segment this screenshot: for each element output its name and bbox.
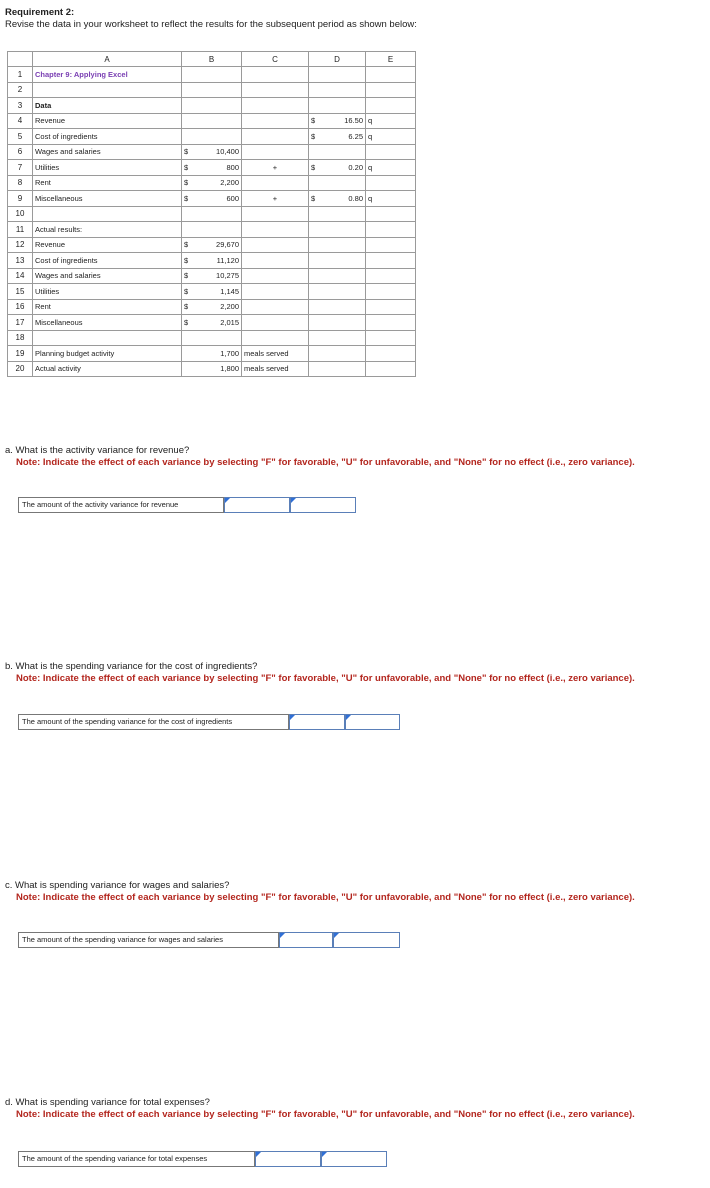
answer-row-c <box>18 932 400 948</box>
cell-a[interactable]: Actual results: <box>33 222 182 238</box>
row-number: 19 <box>8 346 33 362</box>
cell-b[interactable] <box>182 144 242 160</box>
sheet-row <box>8 330 416 346</box>
column-header-b: B <box>182 52 242 67</box>
cell-value: 2,200 <box>220 302 239 312</box>
effect-select[interactable] <box>333 932 400 948</box>
cell-value: 29,670 <box>216 240 239 250</box>
cell-e[interactable]: q <box>366 191 416 207</box>
cell-d[interactable] <box>309 82 366 98</box>
cell-c[interactable] <box>242 253 309 269</box>
cell-c[interactable] <box>242 284 309 300</box>
cell-b[interactable] <box>182 237 242 253</box>
cell-a[interactable]: Cost of ingredients <box>33 253 182 269</box>
cell-c[interactable] <box>242 67 309 83</box>
cell-b[interactable] <box>182 253 242 269</box>
currency-sign: $ <box>184 302 189 312</box>
cell-e[interactable]: q <box>366 160 416 176</box>
cell-c[interactable] <box>242 222 309 238</box>
cell-a[interactable]: Cost of ingredients <box>33 129 182 145</box>
currency-sign: $ <box>311 193 316 203</box>
column-header-c: C <box>242 52 309 67</box>
cell-e[interactable] <box>366 175 416 191</box>
cell-d[interactable] <box>309 222 366 238</box>
sheet-row <box>8 206 416 222</box>
cell-value: 600 <box>226 193 239 203</box>
cell-b[interactable] <box>182 129 242 145</box>
cell-d[interactable] <box>309 113 366 129</box>
cell-d[interactable] <box>309 361 366 377</box>
question-text: c. What is spending variance for wages and salaries? <box>5 880 230 891</box>
sheet-row <box>8 98 416 114</box>
cell-e[interactable] <box>366 222 416 238</box>
cell-a[interactable] <box>33 206 182 222</box>
row-number: 20 <box>8 361 33 377</box>
cell-e[interactable] <box>366 284 416 300</box>
sheet-row <box>8 268 416 284</box>
cell-b[interactable] <box>182 330 242 346</box>
cell-value: 10,400 <box>216 147 239 157</box>
cell-a[interactable] <box>33 330 182 346</box>
currency-sign: $ <box>184 193 189 203</box>
row-number: 8 <box>8 175 33 191</box>
answer-label: The amount of the spending variance for the cost of ingredients <box>18 714 289 730</box>
question-a <box>5 445 645 468</box>
cell-e[interactable] <box>366 361 416 377</box>
cell-d[interactable] <box>309 98 366 114</box>
currency-sign: $ <box>184 147 189 157</box>
cell-d[interactable] <box>309 299 366 315</box>
cell-e[interactable]: q <box>366 113 416 129</box>
currency-sign: $ <box>184 317 189 327</box>
cell-e[interactable] <box>366 253 416 269</box>
cell-e[interactable] <box>366 330 416 346</box>
row-number: 16 <box>8 299 33 315</box>
cell-e[interactable] <box>366 98 416 114</box>
cell-e[interactable] <box>366 315 416 331</box>
row-number: 13 <box>8 253 33 269</box>
row-number: 3 <box>8 98 33 114</box>
row-number: 11 <box>8 222 33 238</box>
cell-value: 16.50 <box>344 116 363 126</box>
question-text: b. What is the spending variance for the cost of ingredients? <box>5 661 258 672</box>
cell-d[interactable] <box>309 346 366 362</box>
cell-value: 11,120 <box>216 255 239 265</box>
cell-e[interactable]: q <box>366 129 416 145</box>
sheet-row <box>8 237 416 253</box>
cell-b[interactable] <box>182 113 242 129</box>
question-d <box>5 1097 645 1120</box>
cell-d[interactable] <box>309 330 366 346</box>
cell-e[interactable] <box>366 144 416 160</box>
cell-a[interactable]: Revenue <box>33 237 182 253</box>
cell-value: 10,275 <box>216 271 239 281</box>
cell-b[interactable] <box>182 315 242 331</box>
cell-value: 1,145 <box>220 286 239 296</box>
cell-c[interactable]: + <box>242 160 309 176</box>
currency-sign: $ <box>184 178 189 188</box>
amount-input[interactable] <box>279 932 333 948</box>
column-header-d: D <box>309 52 366 67</box>
answer-label: The amount of the spending variance for wages and salaries <box>18 932 279 948</box>
answer-row-a <box>18 497 356 513</box>
cell-c[interactable] <box>242 113 309 129</box>
cell-a[interactable]: Revenue <box>33 113 182 129</box>
question-note: Note: Indicate the effect of each variance by selecting "F" for favorable, "U" for unfavorable, and "None" for no effect (i.e., zero variance). <box>16 891 635 903</box>
currency-sign: $ <box>311 131 316 141</box>
cell-c[interactable] <box>242 144 309 160</box>
row-number: 14 <box>8 268 33 284</box>
sheet-row <box>8 361 416 377</box>
currency-sign: $ <box>184 271 189 281</box>
cell-b[interactable] <box>182 299 242 315</box>
cell-d[interactable] <box>309 253 366 269</box>
cell-b[interactable] <box>182 67 242 83</box>
cell-a[interactable]: Wages and salaries <box>33 268 182 284</box>
worksheet-table <box>7 51 416 377</box>
currency-sign: $ <box>184 162 189 172</box>
cell-e[interactable] <box>366 268 416 284</box>
column-header-e: E <box>366 52 416 67</box>
cell-value: 2,015 <box>220 317 239 327</box>
cell-d[interactable] <box>309 237 366 253</box>
cell-c[interactable] <box>242 299 309 315</box>
sheet-row <box>8 253 416 269</box>
cell-e[interactable] <box>366 237 416 253</box>
effect-select[interactable] <box>321 1151 387 1167</box>
question-note: Note: Indicate the effect of each variance by selecting "F" for favorable, "U" for unfavorable, and "None" for no effect (i.e., zero variance). <box>16 1108 635 1120</box>
cell-a[interactable]: Wages and salaries <box>33 144 182 160</box>
cell-a[interactable]: Planning budget activity <box>33 346 182 362</box>
cell-value: 800 <box>226 162 239 172</box>
question-b <box>5 661 645 684</box>
answer-row-d <box>18 1151 387 1167</box>
row-number: 17 <box>8 315 33 331</box>
currency-sign: $ <box>311 162 316 172</box>
sheet-row <box>8 129 416 145</box>
amount-input[interactable] <box>255 1151 321 1167</box>
cell-c[interactable] <box>242 268 309 284</box>
cell-b[interactable] <box>182 82 242 98</box>
cell-a[interactable] <box>33 82 182 98</box>
corner-cell <box>8 52 33 67</box>
sheet-row <box>8 284 416 300</box>
answer-label: The amount of the spending variance for total expenses <box>18 1151 255 1167</box>
cell-a[interactable]: Rent <box>33 175 182 191</box>
question-text: a. What is the activity variance for revenue? <box>5 445 190 456</box>
column-header-row <box>8 52 416 67</box>
cell-d[interactable] <box>309 144 366 160</box>
cell-e[interactable] <box>366 82 416 98</box>
sheet-row <box>8 315 416 331</box>
cell-e[interactable] <box>366 346 416 362</box>
cell-e[interactable] <box>366 67 416 83</box>
cell-b[interactable] <box>182 98 242 114</box>
cell-e[interactable] <box>366 299 416 315</box>
cell-c[interactable] <box>242 175 309 191</box>
cell-a[interactable]: Utilities <box>33 160 182 176</box>
cell-d[interactable] <box>309 206 366 222</box>
row-number: 6 <box>8 144 33 160</box>
requirement-text: Revise the data in your worksheet to reflect the results for the subsequent period as shown below: <box>5 19 417 30</box>
answer-row-b <box>18 714 400 730</box>
cell-d[interactable] <box>309 315 366 331</box>
currency-sign: $ <box>184 286 189 296</box>
cell-c[interactable]: meals served <box>242 361 309 377</box>
cell-e[interactable] <box>366 206 416 222</box>
cell-b[interactable] <box>182 160 242 176</box>
cell-d[interactable] <box>309 284 366 300</box>
row-number: 5 <box>8 129 33 145</box>
cell-d[interactable] <box>309 175 366 191</box>
cell-value: 0.80 <box>348 193 363 203</box>
row-number: 4 <box>8 113 33 129</box>
cell-c[interactable] <box>242 129 309 145</box>
sheet-row <box>8 82 416 98</box>
cell-d[interactable] <box>309 191 366 207</box>
row-number: 9 <box>8 191 33 207</box>
cell-d[interactable] <box>309 160 366 176</box>
cell-b[interactable] <box>182 191 242 207</box>
cell-b[interactable] <box>182 361 242 377</box>
cell-value: 1,800 <box>220 364 239 374</box>
currency-sign: $ <box>184 255 189 265</box>
cell-a[interactable]: Chapter 9: Applying Excel <box>33 67 182 83</box>
question-text: d. What is spending variance for total expenses? <box>5 1097 210 1108</box>
effect-select[interactable] <box>290 497 356 513</box>
cell-b[interactable] <box>182 268 242 284</box>
cell-d[interactable] <box>309 129 366 145</box>
sheet-row <box>8 175 416 191</box>
sheet-row <box>8 67 416 83</box>
cell-value: 0.20 <box>348 162 363 172</box>
cell-c[interactable] <box>242 206 309 222</box>
currency-sign: $ <box>184 240 189 250</box>
answer-label: The amount of the activity variance for revenue <box>18 497 224 513</box>
cell-value: 6.25 <box>348 131 363 141</box>
requirement-title: Requirement 2: <box>5 7 75 18</box>
cell-c[interactable] <box>242 237 309 253</box>
sheet-row <box>8 113 416 129</box>
question-note: Note: Indicate the effect of each variance by selecting "F" for favorable, "U" for unfavorable, and "None" for no effect (i.e., zero variance). <box>16 672 635 684</box>
requirement-header <box>5 7 417 31</box>
column-header-a: A <box>33 52 182 67</box>
sheet-row <box>8 160 416 176</box>
row-number: 2 <box>8 82 33 98</box>
cell-value: 2,200 <box>220 178 239 188</box>
row-number: 1 <box>8 67 33 83</box>
cell-d[interactable] <box>309 67 366 83</box>
sheet-row <box>8 299 416 315</box>
effect-select[interactable] <box>345 714 400 730</box>
sheet-row <box>8 222 416 238</box>
question-c <box>5 880 645 903</box>
row-number: 15 <box>8 284 33 300</box>
cell-c[interactable] <box>242 98 309 114</box>
cell-b[interactable] <box>182 346 242 362</box>
row-number: 7 <box>8 160 33 176</box>
cell-b[interactable] <box>182 222 242 238</box>
row-number: 10 <box>8 206 33 222</box>
amount-input[interactable] <box>224 497 290 513</box>
cell-b[interactable] <box>182 284 242 300</box>
cell-c[interactable] <box>242 82 309 98</box>
cell-c[interactable]: meals served <box>242 346 309 362</box>
cell-d[interactable] <box>309 268 366 284</box>
cell-a[interactable]: Miscellaneous <box>33 315 182 331</box>
currency-sign: $ <box>311 116 316 126</box>
cell-a[interactable]: Miscellaneous <box>33 191 182 207</box>
amount-input[interactable] <box>289 714 345 730</box>
sheet-row <box>8 346 416 362</box>
cell-value: 1,700 <box>220 348 239 358</box>
cell-a[interactable]: Actual activity <box>33 361 182 377</box>
sheet-row <box>8 144 416 160</box>
cell-b[interactable] <box>182 206 242 222</box>
cell-a[interactable]: Rent <box>33 299 182 315</box>
cell-a[interactable]: Data <box>33 98 182 114</box>
row-number: 18 <box>8 330 33 346</box>
row-number: 12 <box>8 237 33 253</box>
cell-a[interactable]: Utilities <box>33 284 182 300</box>
cell-c[interactable] <box>242 315 309 331</box>
cell-c[interactable]: + <box>242 191 309 207</box>
cell-b[interactable] <box>182 175 242 191</box>
question-note: Note: Indicate the effect of each variance by selecting "F" for favorable, "U" for unfavorable, and "None" for no effect (i.e., zero variance). <box>16 456 635 468</box>
sheet-row <box>8 191 416 207</box>
cell-c[interactable] <box>242 330 309 346</box>
